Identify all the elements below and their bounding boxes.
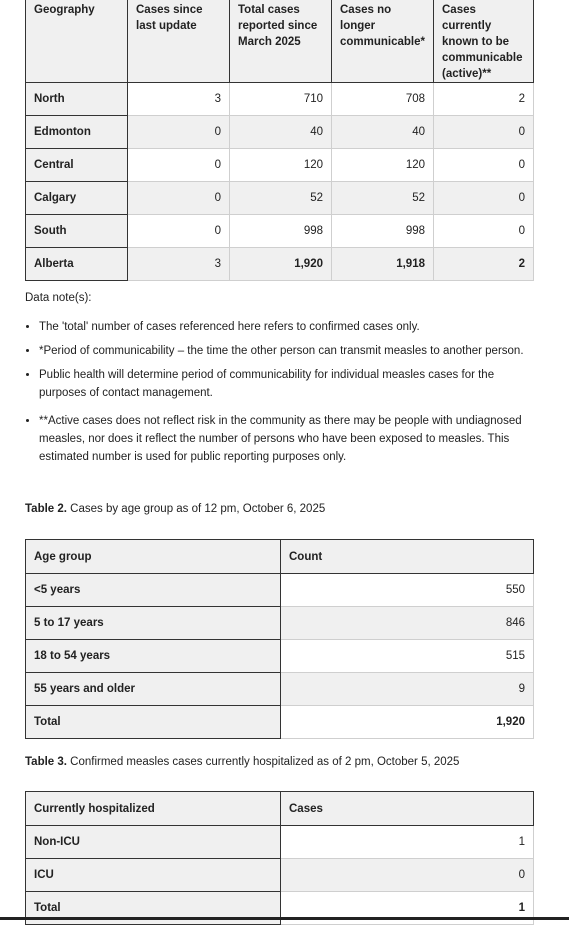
table-cell: 120 — [230, 149, 332, 182]
table-row — [26, 607, 534, 640]
col-header-cases: Cases — [281, 792, 534, 826]
row-label: Alberta — [26, 248, 128, 281]
table-row — [26, 215, 534, 248]
table-cell: 0 — [128, 149, 230, 182]
table-header-row — [26, 540, 534, 574]
table-cell: 40 — [230, 116, 332, 149]
table-cell: 2 — [434, 83, 534, 116]
caption-text: Cases by age group as of 12 pm, October 6, 2025 — [66, 503, 326, 515]
table-cell: 1 — [281, 892, 534, 925]
col-header-cases-since-update: Cases since last update — [128, 0, 230, 83]
table-cell: 0 — [434, 149, 534, 182]
table-cell: 1,920 — [281, 706, 534, 739]
table-row — [26, 574, 534, 607]
data-note-heading: Data note(s): — [25, 292, 92, 304]
col-header-active: Cases currently known to be communicable (active)** — [434, 0, 534, 83]
row-label: South — [26, 215, 128, 248]
row-label: Total — [26, 706, 281, 739]
table-cell: 1,918 — [332, 248, 434, 281]
col-header-currently-hospitalized: Currently hospitalized — [26, 792, 281, 826]
table-cell: 3 — [128, 83, 230, 116]
table-cell: 52 — [332, 182, 434, 215]
table-cell: 0 — [434, 116, 534, 149]
table-cell: 708 — [332, 83, 434, 116]
table-row — [26, 116, 534, 149]
col-header-count: Count — [281, 540, 534, 574]
table-cell: 1,920 — [230, 248, 332, 281]
table-cases-by-age — [25, 539, 534, 739]
row-label: Calgary — [26, 182, 128, 215]
table-cell: 40 — [332, 116, 434, 149]
row-label: Central — [26, 149, 128, 182]
table-cell: 0 — [434, 215, 534, 248]
table-cell: 9 — [281, 673, 534, 706]
table-row — [26, 640, 534, 673]
list-item: • **Active cases does not reflect risk in the community as there may be people with undiagnosed measles, nor does it reflect the number of persons who have been exposed to measles. This estimated number is used for public reporting purposes only. — [39, 412, 539, 466]
list-item: • Public health will determine period of communicability for individual measles cases for the purposes of contact management. — [39, 366, 539, 402]
row-label: ICU — [26, 859, 281, 892]
row-label: <5 years — [26, 574, 281, 607]
table-cell: 0 — [128, 215, 230, 248]
table-cell: 0 — [281, 859, 534, 892]
table-row — [26, 182, 534, 215]
table-hospitalized — [25, 791, 534, 925]
table-cell: 998 — [230, 215, 332, 248]
table-header-row — [26, 0, 534, 83]
table-cell: 2 — [434, 248, 534, 281]
row-label: North — [26, 83, 128, 116]
table-cell: 550 — [281, 574, 534, 607]
col-header-age-group: Age group — [26, 540, 281, 574]
table-row — [26, 83, 534, 116]
table-cell: 515 — [281, 640, 534, 673]
table2-caption — [25, 503, 325, 515]
data-notes-list — [22, 318, 539, 476]
table-cell: 710 — [230, 83, 332, 116]
col-header-no-longer-communicable: Cases no longer communicable* — [332, 0, 434, 83]
table-row — [26, 826, 534, 859]
table-row-total — [26, 248, 534, 281]
row-label: Non-ICU — [26, 826, 281, 859]
row-label: Total — [26, 892, 281, 925]
table-cell: 998 — [332, 215, 434, 248]
table-header-row — [26, 792, 534, 826]
table-row — [26, 149, 534, 182]
table-cell: 3 — [128, 248, 230, 281]
table-row-total — [26, 706, 534, 739]
table-cell: 0 — [128, 116, 230, 149]
table-cell: 1 — [281, 826, 534, 859]
table-cell: 52 — [230, 182, 332, 215]
row-label: 55 years and older — [26, 673, 281, 706]
row-label: 5 to 17 years — [26, 607, 281, 640]
list-item: • *Period of communicability – the time the other person can transmit measles to another person. — [39, 342, 539, 360]
list-item: • The 'total' number of cases referenced here refers to confirmed cases only. — [39, 318, 539, 336]
caption-label: Table 3. — [25, 756, 67, 768]
caption-text: Confirmed measles cases currently hospitalized as of 2 pm, October 5, 2025 — [66, 756, 460, 768]
table3-caption — [25, 756, 459, 768]
row-label: 18 to 54 years — [26, 640, 281, 673]
table-cell: 846 — [281, 607, 534, 640]
table-cases-by-geography — [25, 0, 534, 281]
col-header-geography: Geography — [26, 0, 128, 83]
table-cell: 0 — [434, 182, 534, 215]
table-cell: 0 — [128, 182, 230, 215]
row-label: Edmonton — [26, 116, 128, 149]
caption-label: Table 2. — [25, 503, 67, 515]
table-cell: 120 — [332, 149, 434, 182]
table-row — [26, 859, 534, 892]
col-header-total-cases: Total cases reported since March 2025 — [230, 0, 332, 83]
table-row — [26, 673, 534, 706]
